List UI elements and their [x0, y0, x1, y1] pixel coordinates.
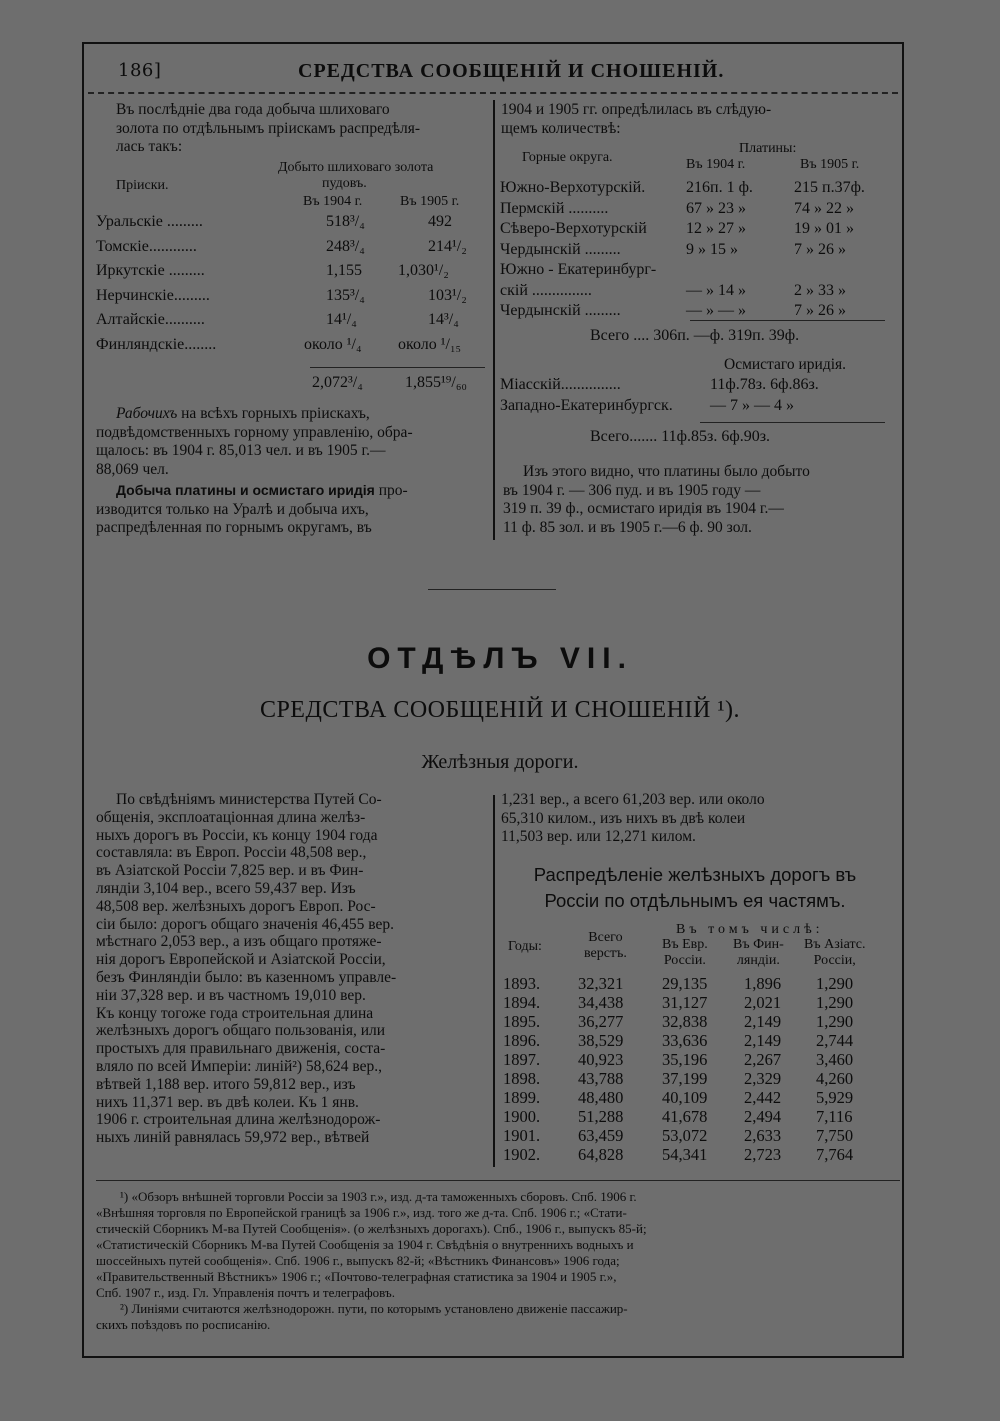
text-line: подвѣдомственныхъ горному управленiю, обра- [96, 423, 413, 441]
rail-row-asia: 5,929 [816, 1088, 854, 1107]
footnote-line: «Правительственный Вѣстникъ» 1906 г.; «Почтово-телеграфная статистика за 1904 и 1905 г.», [96, 1269, 617, 1284]
text-line: безъ Финляндiи было: въ казенномъ управле- [96, 968, 397, 986]
rail-row-asia: 1,290 [816, 974, 854, 993]
text-line: 1904 и 1905 гг. опредѣлилась въ слѣдую- [501, 101, 772, 118]
rail-row-total: 34,438 [578, 993, 624, 1012]
text-line: верстъ. [584, 946, 627, 961]
subsection-heading: Желѣзныя дороги. [421, 751, 579, 773]
gold-row-1905: 103¹/₂ [428, 286, 467, 304]
rail-row-eur: 33,636 [662, 1031, 708, 1050]
rail-row-eur: 41,678 [662, 1107, 708, 1126]
rail-row-eur: 54,341 [662, 1145, 708, 1164]
rail-row-fin: 1,896 [744, 974, 782, 993]
rail-row-fin: 2,021 [744, 993, 782, 1012]
footnote-line: «Внѣшняя торговля по Европейской границѣ за 1906 г.», изд. того же д-та. Спб. 1906 г.; «Стати- [96, 1205, 627, 1220]
platinum-col-1905: Въ 1905 г. [800, 157, 860, 172]
railway-paragraph-cont [501, 791, 765, 847]
text-line: Къ концу тогоже года строительная длина [96, 1004, 374, 1022]
rail-row-year: 1900. [503, 1107, 541, 1126]
text-line: 48,508 вер. желѣзныхъ дорогъ Европ. Рос- [96, 897, 376, 915]
railway-paragraph [96, 791, 396, 1147]
text-line: Россiи, [813, 953, 856, 968]
text-line: ляндiи 3,104 вер., всего 59,437 вер. Изъ [96, 879, 356, 897]
workers-lead: Рабочихъ [116, 405, 178, 422]
section-separator [428, 589, 556, 590]
rail-row-fin: 2,149 [744, 1012, 782, 1031]
text-line: ныхъ линiй равнялась 59,972 вер., вѣтвей [96, 1129, 370, 1147]
rail-row-asia: 7,764 [816, 1145, 854, 1164]
text-line: составляла: въ Европ. Россiи 48,508 вер., [96, 844, 367, 862]
rail-row-asia: 7,750 [816, 1126, 854, 1145]
gold-row-name: Алтайскiе.......... [96, 311, 205, 328]
text-line: 88,069 чел. [96, 460, 169, 478]
rail-row-year: 1893. [503, 974, 541, 993]
rail-row-fin: 2,267 [744, 1050, 782, 1069]
platinum-row-1905: 19 » 01 » [794, 220, 854, 237]
text-line: Изъ этого видно, что платины было добыто [523, 463, 810, 480]
gold-row-1905: около ¹/₁₅ [398, 335, 462, 353]
platinum-row-1905: 215 п.37ф. [794, 179, 865, 196]
platinum-paragraph [96, 481, 408, 538]
osmium-row-name: Западно-Екатеринбургск. [500, 396, 673, 414]
rail-row-asia: 3,460 [816, 1050, 854, 1069]
gold-intro [116, 101, 420, 157]
platinum-lead: Добыча платины и осмистаго иридiя [116, 482, 375, 498]
gold-total-rule [310, 367, 485, 368]
gold-col-group: Добыто шлиховаго золота [278, 160, 434, 175]
text-line: 11 ф. 85 зол. и въ 1905 г.—6 ф. 90 зол. [503, 518, 752, 536]
platinum-row-1904: 9 » 15 » [686, 240, 738, 258]
page-number: 186] [118, 60, 162, 81]
rail-row-fin: 2,149 [744, 1031, 782, 1050]
gold-row-1904: 248³/₄ [326, 237, 365, 255]
osmium-row-values: — 7 » — 4 » [710, 396, 794, 414]
rail-row-year: 1901. [503, 1126, 541, 1145]
rail-col-group: Въ томъ числѣ: [676, 922, 824, 937]
running-title: СРЕДСТВА СООБЩЕНIЙ И СНОШЕНIЙ. [298, 60, 725, 82]
rail-row-total: 51,288 [578, 1107, 624, 1126]
rail-row-fin: 2,329 [744, 1069, 782, 1088]
footnote-line: шоссейныхъ путей сообщенiя». Спб. 1906 г., выпускъ 82-й; «Вѣстникъ Финансовъ» 1906 года; [96, 1253, 620, 1268]
platinum-intro [501, 101, 771, 138]
platinum-row-1904: — » 14 » [686, 281, 746, 299]
rail-row-asia: 7,116 [816, 1107, 853, 1126]
rail-row-year: 1895. [503, 1012, 541, 1031]
platinum-row-1905: 7 » 26 » [794, 302, 846, 319]
header-rule [88, 92, 898, 100]
rail-row-eur: 31,127 [662, 993, 708, 1012]
rail-row-total: 63,459 [578, 1126, 624, 1145]
gold-row-1905: 14³/₄ [428, 311, 459, 328]
platinum-row-name: Чердынскiй ......... [500, 302, 621, 319]
rail-row-total: 32,321 [578, 974, 624, 993]
rail-row-year: 1896. [503, 1031, 541, 1050]
workers-paragraph [96, 405, 413, 479]
gold-row-1905: 214¹/₂ [428, 237, 467, 255]
platinum-row-1905: 7 » 26 » [794, 240, 846, 258]
osmium-row-values: 11ф.78з. 6ф.86з. [710, 376, 819, 393]
platinum-row-1905: 2 » 33 » [794, 281, 846, 299]
osmium-row-name: Мiасскiй............... [500, 376, 621, 393]
osmium-total: Всего....... 11ф.85з. 6ф.90з. [590, 428, 771, 445]
platinum-col-1904: Въ 1904 г. [686, 157, 746, 172]
platinum-row-name: Южно-Верхотурскiй. [500, 179, 646, 196]
rail-row-total: 40,923 [578, 1050, 624, 1069]
platinum-total: Всего .... 306п. —ф. 319п. 39ф. [590, 327, 800, 344]
text-line: Россiи. [663, 953, 706, 968]
gold-row-1904: 518³/₄ [326, 213, 365, 230]
gold-row-1904: 135³/₄ [326, 286, 365, 304]
gold-total-1905: 1,855¹⁹/₆₀ [405, 374, 467, 391]
text-line: 11,503 вер. или 12,271 килом. [501, 828, 696, 845]
section-heading: ОТДѢЛЪ VII. [367, 642, 633, 675]
text-line: Въ послѣдніе два года добыча шлиховаго [116, 101, 390, 118]
text-line: въ Азiатской Россiи 7,825 вер. и въ Фин- [96, 862, 364, 880]
text-line: лась такъ: [116, 138, 183, 155]
gold-row-name: Томскiе............ [96, 237, 197, 255]
rail-row-total: 48,480 [578, 1088, 624, 1107]
rail-row-fin: 2,723 [744, 1145, 782, 1164]
text-line: Распредѣленiе желѣзныхъ дорогъ въ [533, 864, 857, 885]
footnote-line: Спб. 1907 г., изд. Гл. Управленiя почтъ и телеграфовъ. [96, 1285, 395, 1300]
gold-col-prii: Прiиски. [116, 178, 169, 193]
platinum-total-rule [690, 320, 885, 321]
text-line: нiи 37,328 вер. и въ частномъ 19,010 вер. [96, 986, 366, 1004]
text-line: Всего [588, 930, 623, 945]
text-line: щалось: въ 1904 г. 85,013 чел. и въ 1905 г.— [96, 442, 386, 459]
conclusion-paragraph [503, 463, 810, 537]
platinum-row-name: Чердынскiй ......... [500, 240, 621, 258]
gold-row-name: Финляндскiе........ [96, 335, 217, 353]
rail-row-asia: 2,744 [816, 1031, 854, 1050]
footnotes [96, 1189, 896, 1333]
footnote-line: ¹) «Обзоръ внѣшней торговли Россiи за 1903 г.», изд. д-та таможенныхъ сборовъ. Спб. 1906 г. [120, 1189, 637, 1204]
gold-col-1904: Въ 1904 г. [303, 194, 363, 209]
gold-total-1904: 2,072³/₄ [312, 374, 363, 391]
gold-row-1904: 14¹/₄ [326, 311, 357, 328]
platinum-row-1904: 216п. 1 ф. [686, 179, 753, 196]
text-line: ляндiи. [736, 953, 780, 968]
text-line: сiи было: дорогъ общаго значенiя 46,455 вер. [96, 915, 394, 933]
text-line: мѣстнаго 2,053 вер., а изъ общаго протяже- [96, 933, 382, 951]
platinum-col-okrug: Горные округа. [522, 150, 613, 165]
rail-col-fin [733, 937, 784, 969]
rail-row-eur: 35,196 [662, 1050, 708, 1069]
rail-row-year: 1902. [503, 1145, 541, 1164]
platinum-row-1905: 74 » 22 » [794, 199, 854, 217]
rail-row-total: 43,788 [578, 1069, 624, 1088]
osmium-total-rule [700, 422, 885, 423]
platinum-row-1904: 67 » 23 » [686, 199, 746, 217]
rail-row-fin: 2,442 [744, 1088, 782, 1107]
rail-col-years: Годы: [508, 939, 542, 954]
text-line: Въ Азiатс. [804, 937, 866, 952]
text-line: вляло по всей Имперiи: линiй²) 58,624 вер., [96, 1057, 383, 1075]
rail-row-total: 38,529 [578, 1031, 624, 1050]
platinum-row-name: Пермскiй .......... [500, 199, 609, 217]
text-line: ныхъ дорогъ въ Россiи, къ концу 1904 года [96, 826, 378, 844]
text-line: 65,310 килом., изъ нихъ въ двѣ колеи [501, 809, 746, 827]
text-line: 1,231 вер., а всего 61,203 вер. или около [501, 791, 765, 808]
text-line: въ 1904 г. — 306 пуд. и въ 1905 году — [503, 481, 761, 499]
text-line: Россiи по отдѣльнымъ ея частямъ. [544, 890, 846, 911]
gold-row-name: Уральскiе ......... [96, 213, 203, 230]
text-line: Въ Евр. [662, 937, 708, 952]
rail-row-eur: 40,109 [662, 1088, 708, 1107]
gold-row-name: Иркутскiе ......... [96, 262, 205, 279]
text-line: вѣтвей 1,188 вер. итого 59,812 вер., изъ [96, 1075, 356, 1093]
rail-row-eur: 32,838 [662, 1012, 708, 1031]
rail-row-eur: 37,199 [662, 1069, 708, 1088]
rail-row-fin: 2,633 [744, 1126, 782, 1145]
rail-row-asia: 1,290 [816, 993, 854, 1012]
rail-row-year: 1899. [503, 1088, 541, 1107]
rail-row-fin: 2,494 [744, 1107, 782, 1126]
text-line: По свѣдѣнiямъ министерства Путей Со- [116, 791, 382, 808]
platinum-col-group: Платины: [739, 141, 797, 156]
text-line: на всѣхъ горныхъ прiискахъ, [181, 405, 370, 422]
gold-row-name: Нерчинскiе......... [96, 286, 210, 304]
text-line: щемъ количествѣ: [501, 119, 621, 137]
osmium-heading: Осмистаго иридiя. [724, 356, 847, 373]
text-line: 1906 г. строительная длина желѣзнодорож- [96, 1111, 381, 1129]
footnote-line: «Статистическiй Сборникъ М-ва Путей Сообщенiя за 1904 г. Свѣдѣнiя о внутреннихъ водныхъ и [96, 1237, 634, 1252]
text-line: золота по отдѣльнымъ прiискамъ распредѣля- [116, 119, 421, 137]
text-line: нихъ 11,371 вер. въ двѣ колеи. Къ 1 янв. [96, 1093, 359, 1111]
footnote-rule [96, 1180, 900, 1181]
rail-row-asia: 1,290 [816, 1012, 854, 1031]
text-line: 319 п. 39 ф., осмистаго иридiя въ 1904 г.— [503, 500, 784, 517]
footnote-line: скихъ поѣздовъ по росписанiю. [96, 1317, 271, 1332]
column-divider-top [493, 100, 495, 540]
rail-col-eur [662, 937, 708, 969]
text-line: Въ Фин- [733, 937, 784, 952]
text-line: простыхъ для правильнаго движенiя, соста- [96, 1040, 386, 1058]
platinum-row-name: скiй ............... [500, 281, 592, 299]
text-line: распредѣленная по горнымъ округамъ, въ [96, 519, 372, 536]
rail-row-year: 1898. [503, 1069, 541, 1088]
platinum-row-1904: — » — » [686, 302, 746, 319]
section-subheading: СРЕДСТВА СООБЩЕНIЙ И СНОШЕНIЙ ¹). [259, 697, 741, 723]
rail-row-total: 64,828 [578, 1145, 624, 1164]
railway-table-title [500, 862, 890, 914]
platinum-row-name: Южно - Екатеринбург- [500, 261, 657, 278]
rail-row-eur: 53,072 [662, 1126, 708, 1145]
rail-row-eur: 29,135 [662, 974, 708, 993]
rail-col-asia [804, 937, 865, 969]
rail-col-total [584, 930, 627, 962]
platinum-row-1904: 12 » 27 » [686, 220, 746, 237]
rail-row-asia: 4,260 [816, 1069, 854, 1088]
gold-row-1904: около ¹/₄ [304, 335, 362, 353]
footnote-line: ²) Линiями считаются желѣзнодорожн. пути, по которымъ установлено движенiе пассажир- [120, 1301, 628, 1316]
gold-row-1905: 492 [428, 213, 452, 230]
gold-col-sub: пудовъ. [322, 176, 367, 191]
text-line: про- [378, 482, 408, 499]
text-line: изводится только на Уралѣ и добыча ихъ, [96, 500, 369, 518]
footnote-line: стическiй Сборникъ М-ва Путей Сообщенiя». (о желѣзныхъ дорогахъ). Спб., 1906 г., выпускъ 85-й; [96, 1221, 647, 1236]
gold-row-1905: 1,030¹/₂ [398, 262, 449, 279]
text-line: нiя дорогъ Европейской и Азiатской Россiи, [96, 951, 386, 969]
text-line: желѣзныхъ дорогъ общаго пользованiя, или [96, 1022, 386, 1040]
gold-row-1904: 1,155 [326, 262, 362, 279]
platinum-row-name: Сѣверо-Верхотурскiй [500, 220, 647, 237]
rail-row-year: 1897. [503, 1050, 541, 1069]
gold-col-1905: Въ 1905 г. [400, 194, 460, 209]
rail-row-total: 36,277 [578, 1012, 624, 1031]
text-line: общенiя, эксплоатацiонная длина желѣз- [96, 808, 366, 826]
column-divider-bottom [493, 795, 495, 1167]
rail-row-year: 1894. [503, 993, 541, 1012]
